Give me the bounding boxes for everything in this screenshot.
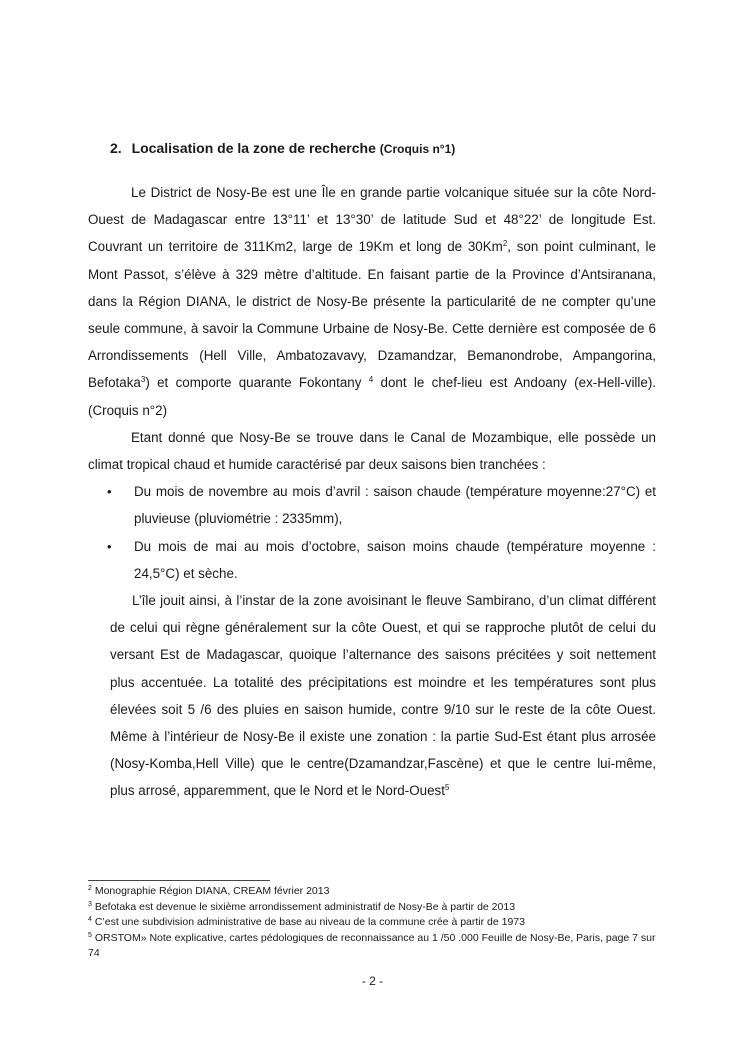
footnote-number: 5 [88, 931, 92, 939]
footnote [88, 900, 656, 916]
footnote-number: 2 [88, 885, 92, 892]
footnote-text: Monographie Région DIANA, CREAM février 2013 [91, 885, 330, 897]
bullet-icon: • [107, 484, 112, 500]
footnote-text: Befotaka est devenue le sixième arrondissement administratif de Nosy-Be à partir de 2013 [91, 900, 516, 913]
footnote [88, 884, 656, 900]
section-number: 2. [110, 140, 122, 156]
season-list [88, 478, 656, 587]
footnote-ref[interactable]: 3 [140, 375, 146, 385]
list-item [107, 478, 656, 532]
paragraph-text: , son point culminant, le Mont Passot, s’élève à 329 mètre d’altitude. En faisant partie de la Province d’Antsiranana, dans la Région DIANA, le district de Nosy-Be présente la particularité de ne compter qu’une seule commune, à savoir la Commune Urbaine de Nosy-Be. Cette dernière est composée de 6 Arrondissements (Hell Ville, Ambatozavavy, Dzamandzar, Bemanondrobe, Ampangorina, Befotaka [88, 239, 656, 391]
page-number: - 2 - [361, 974, 384, 988]
paragraph-zonation [88, 587, 656, 805]
paragraph-text: Le District de Nosy-Be est une Île en grande partie volcanique située sur la côte Nord-Ouest de Madagascar entre 13°11’ et 13°30’ de latitude Sud et 48°22’ de longitude Est. Couvrant un territoire de 311Km2, large de 19Km et long de 30Km [88, 185, 656, 255]
paragraph-climate: Etant donné que Nosy-Be se trouve dans le Canal de Mozambique, elle possède un climat tropical chaud et humide caractérisé par deux saisons bien tranchées : [88, 429, 656, 473]
footnote-divider [88, 880, 270, 881]
footnotes [88, 884, 656, 962]
footnote [88, 931, 656, 962]
paragraph-location [88, 179, 656, 424]
bullet-icon: • [107, 538, 112, 554]
footnote-number: 4 [88, 916, 92, 924]
section-heading [110, 140, 455, 156]
list-item-text: Du mois de novembre au mois d’avril : saison chaude (température moyenne:27°C) et pluvieuse (pluviométrie : 2335mm), [134, 484, 656, 527]
list-item [107, 533, 656, 587]
list-item-text: Du mois de mai au mois d’octobre, saison moins chaude (température moyenne : 24,5°C) et sèche. [134, 538, 656, 581]
footnote-ref[interactable]: 4 [368, 375, 374, 385]
paragraph-text: ) et comporte quarante Fokontany [145, 375, 369, 391]
section-title: Localisation de la zone de recherche [131, 140, 376, 156]
section-subtitle: (Croquis n°1) [379, 142, 456, 156]
body-text [88, 179, 656, 805]
paragraph-text: dont le chef-lieu est Andoany (ex-Hell-ville). (Croquis n°2) [88, 375, 656, 418]
paragraph-text: L’île jouit ainsi, à l’instar de la zone avoisinant le fleuve Sambirano, d’un climat différent de celui qui règne généralement sur la côte Ouest, et qui se rapproche plutôt de celui du versant Est de Madagascar, quoique l’alternance des saisons précitées y soit nettement plus accentuée. La totalité des précipitations est moindre et les températures sont plus élevées soit 5 /6 des pluies en saison humide, contre 9/10 sur le reste de la côte Ouest. Même à l’intérieur de Nosy-Be il existe une zonation : la partie Sud-Est étant plus arrosée (Nosy-Komba,Hell Ville) que le centre(Dzamandzar,Fascène) et que le centre lui-même, plus arrosé, apparemment, que le Nord et le Nord-Ouest [110, 593, 656, 799]
footnote-ref[interactable]: 2 [502, 239, 508, 249]
footnote-ref[interactable]: 5 [444, 783, 450, 793]
footnote [88, 915, 656, 931]
footnote-text: C’est une subdivision administrative de base au niveau de la commune crée à partir de 1973 [91, 916, 525, 929]
footnote-text: ORSTOM» Note explicative, cartes pédologiques de reconnaissance au 1 /50 .000 Feuille de Nosy-Be, Paris, page 7 sur 74 [88, 931, 656, 960]
footnote-number: 3 [88, 900, 92, 908]
